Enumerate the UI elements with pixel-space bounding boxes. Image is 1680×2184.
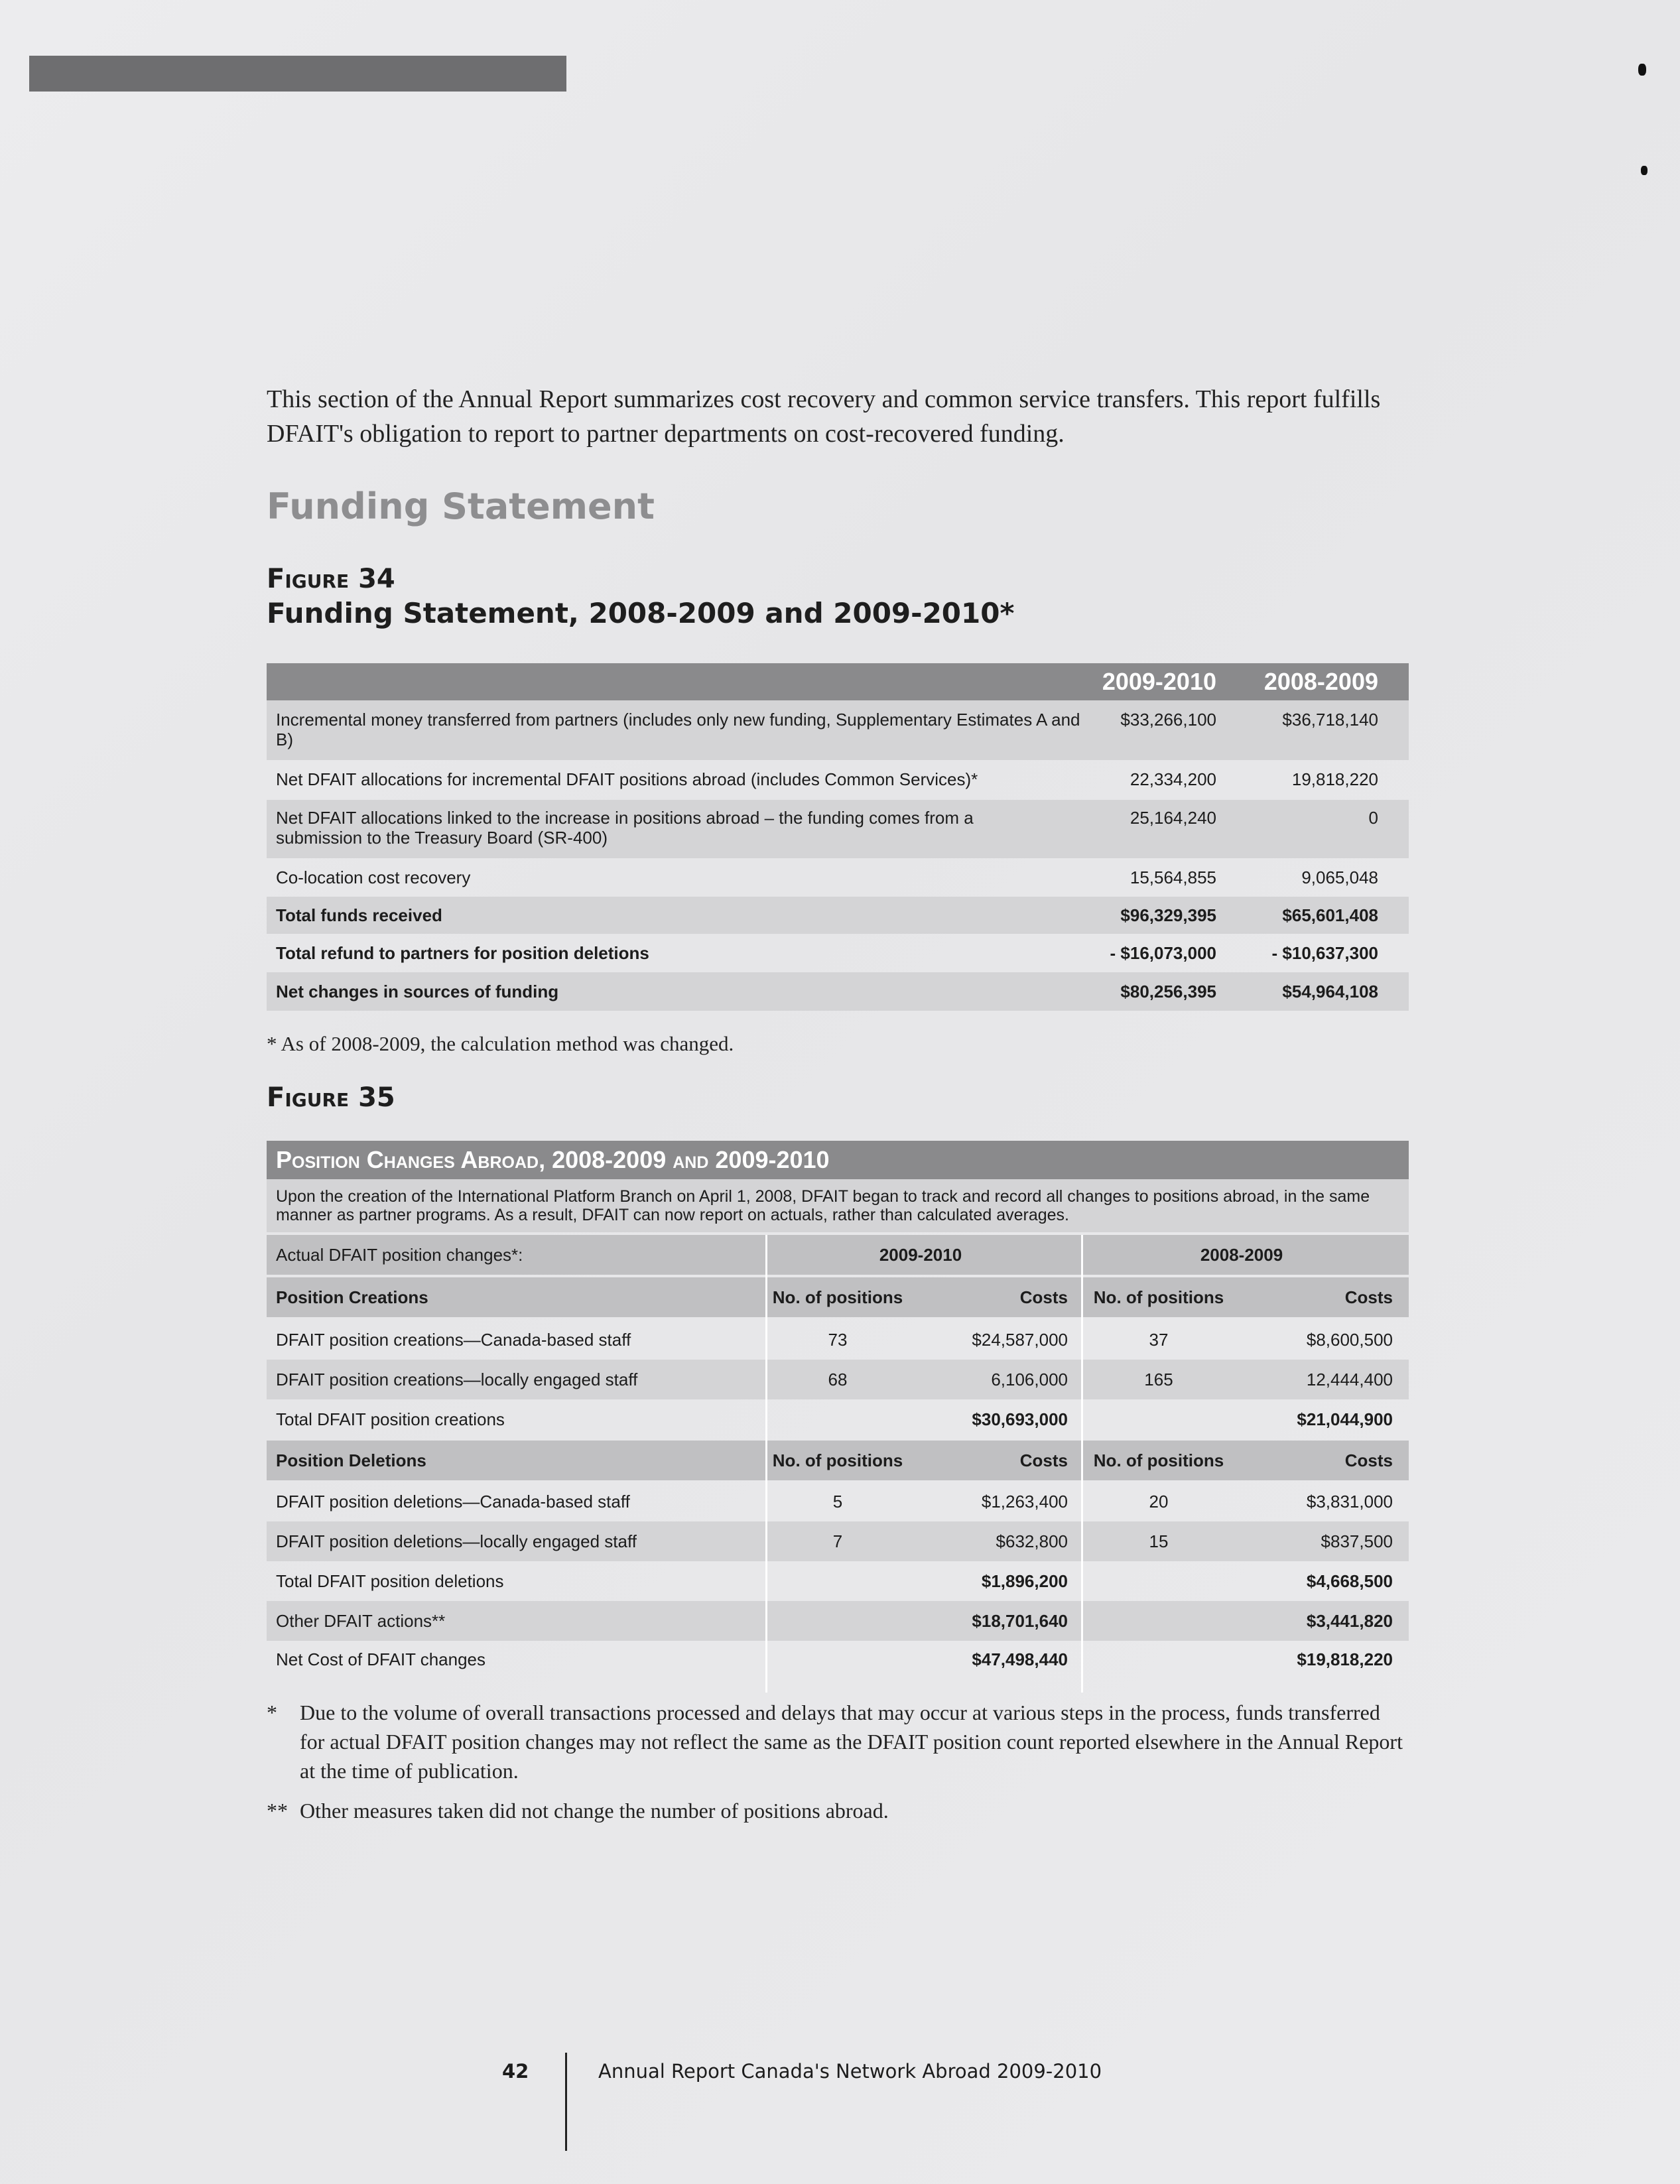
footnote-marker: * — [267, 1701, 277, 1724]
table-row-total — [267, 1561, 1409, 1601]
column-header-costs: Costs — [1019, 1450, 1068, 1470]
figure-34-label: Figure 34 — [267, 564, 395, 594]
figure-35-notes — [267, 1698, 1407, 1836]
costs-2009-2010: $632,800 — [996, 1531, 1068, 1551]
costs-2008-2009: $837,500 — [1321, 1531, 1393, 1551]
row-label: Position Deletions — [276, 1450, 426, 1470]
row-value-2008-2009: 19,818,220 — [1291, 769, 1378, 789]
costs-2009-2010: $18,701,640 — [972, 1611, 1068, 1631]
positions-2008-2009: 15 — [1149, 1531, 1169, 1551]
table-row-total — [267, 972, 1409, 1011]
row-value-2009-2010: - $16,073,000 — [1110, 943, 1216, 963]
column-header-2008-2009: 2008-2009 — [1263, 668, 1378, 695]
row-label: Actual DFAIT position changes*: — [276, 1245, 523, 1265]
costs-2009-2010: $24,587,000 — [972, 1330, 1068, 1350]
row-label: Net changes in sources of funding — [276, 982, 559, 1001]
position-changes-table — [267, 1141, 1409, 1678]
footer-divider — [565, 2053, 567, 2151]
costs-2009-2010: $1,896,200 — [981, 1571, 1068, 1591]
costs-2008-2009: $21,044,900 — [1297, 1409, 1393, 1429]
row-value-2008-2009: - $10,637,300 — [1271, 943, 1378, 963]
footnote-text: Due to the volume of overall transactions processed and delays that may occur at various steps in the process, funds transferred for actual DFAIT position changes may not reflect the same as the DFAIT position count reported elsewhere in the Annual Report at the time of publication. — [300, 1701, 1403, 1783]
row-label: Total DFAIT position deletions — [276, 1571, 504, 1591]
row-label: Total DFAIT position creations — [276, 1409, 505, 1429]
row-label: Net DFAIT allocations linked to the increase in positions abroad – the funding comes from a submission to the Treasury Board (SR-400) — [276, 808, 974, 848]
column-divider — [1081, 1235, 1083, 1693]
punch-mark — [1641, 166, 1648, 175]
costs-2008-2009: $4,668,500 — [1306, 1571, 1393, 1591]
section-header-row — [267, 1441, 1409, 1480]
positions-2008-2009: 37 — [1149, 1330, 1169, 1350]
costs-2009-2010: $1,263,400 — [981, 1492, 1068, 1511]
table-title — [267, 1141, 1409, 1179]
row-label: DFAIT position deletions—Canada-based staff — [276, 1492, 630, 1511]
header-bar — [29, 56, 566, 92]
row-value-2008-2009: 0 — [1368, 808, 1378, 828]
positions-2009-2010: 7 — [832, 1531, 843, 1551]
row-value-2008-2009: 9,065,048 — [1301, 867, 1378, 887]
row-value-2008-2009: $36,718,140 — [1282, 710, 1378, 730]
costs-2009-2010: $30,693,000 — [972, 1409, 1068, 1429]
row-value-2009-2010: 25,164,240 — [1130, 808, 1216, 828]
year-header-row — [267, 1235, 1409, 1275]
table-description: Upon the creation of the International Platform Branch on April 1, 2008, DFAIT began to track and record all changes to positions abroad, in the same manner as partner programs. As a result, DFAIT can now report on actuals, rather than calculated averages. — [267, 1179, 1409, 1232]
row-value-2009-2010: $80,256,395 — [1120, 982, 1216, 1001]
row-label: Incremental money transferred from partners (includes only new funding, Supplementary Estimates A and B) — [276, 710, 1080, 749]
table-title-text: Position Changes Abroad, 2008-2009 and 2009-2010 — [276, 1146, 830, 1173]
figure-34-title: Funding Statement, 2008-2009 and 2009-2010* — [267, 597, 1015, 629]
positions-2009-2010: 5 — [832, 1492, 843, 1511]
row-value-2008-2009: $54,964,108 — [1282, 982, 1378, 1001]
section-header-row — [267, 1277, 1409, 1317]
row-value-2009-2010: 15,564,855 — [1130, 867, 1216, 887]
column-header-positions: No. of positions — [772, 1287, 903, 1307]
column-header-positions: No. of positions — [1093, 1450, 1224, 1470]
column-header-2008-2009: 2008-2009 — [1200, 1245, 1283, 1265]
footer-title: Annual Report Canada's Network Abroad 2009-2010 — [598, 2060, 1102, 2083]
punch-mark — [1638, 64, 1646, 76]
table-row — [267, 700, 1409, 760]
table-row — [267, 1320, 1409, 1360]
section-heading: Funding Statement — [267, 485, 655, 527]
column-header-positions: No. of positions — [772, 1450, 903, 1470]
column-header-costs: Costs — [1019, 1287, 1068, 1307]
costs-2008-2009: 12,444,400 — [1306, 1370, 1393, 1389]
column-header-costs: Costs — [1344, 1287, 1393, 1307]
table-row-total — [267, 897, 1409, 934]
figure-34-footnote: * As of 2008-2009, the calculation method was changed. — [267, 1032, 734, 1055]
positions-2008-2009: 165 — [1144, 1370, 1173, 1389]
column-header-positions: No. of positions — [1093, 1287, 1224, 1307]
row-label: Net Cost of DFAIT changes — [276, 1649, 485, 1669]
row-label: Co-location cost recovery — [276, 867, 471, 887]
column-header-2009-2010: 2009-2010 — [1102, 668, 1216, 695]
table-row-total — [267, 1601, 1409, 1641]
table-row-total — [267, 934, 1409, 972]
costs-2008-2009: $3,441,820 — [1306, 1611, 1393, 1631]
row-label: Other DFAIT actions** — [276, 1611, 446, 1631]
table-header-row — [267, 663, 1409, 700]
column-divider — [765, 1235, 767, 1693]
intro-paragraph: This section of the Annual Report summarizes cost recovery and common service transfers. This report fulfills DFAIT's obligation to report to partner departments on cost-recovered funding. — [267, 385, 1381, 448]
table-row — [267, 858, 1409, 897]
costs-2008-2009: $19,818,220 — [1297, 1649, 1393, 1669]
row-value-2008-2009: $65,601,408 — [1282, 905, 1378, 925]
row-label: Position Creations — [276, 1287, 428, 1307]
column-header-costs: Costs — [1344, 1450, 1393, 1470]
page-number: 42 — [502, 2060, 529, 2083]
row-label: DFAIT position creations—locally engaged staff — [276, 1370, 638, 1389]
column-header-2009-2010: 2009-2010 — [879, 1245, 962, 1265]
row-label: DFAIT position deletions—locally engaged staff — [276, 1531, 637, 1551]
costs-2009-2010: $47,498,440 — [972, 1649, 1068, 1669]
footnote-text: Other measures taken did not change the number of positions abroad. — [300, 1799, 889, 1823]
positions-2008-2009: 20 — [1149, 1492, 1169, 1511]
table-row — [267, 1482, 1409, 1521]
footnote — [267, 1796, 1407, 1825]
row-label: Net DFAIT allocations for incremental DFAIT positions abroad (includes Common Services)* — [276, 769, 978, 789]
costs-2008-2009: $3,831,000 — [1306, 1492, 1393, 1511]
table-row — [267, 760, 1409, 800]
table-row — [267, 1360, 1409, 1399]
page-footer — [0, 2060, 1680, 2087]
costs-2008-2009: $8,600,500 — [1306, 1330, 1393, 1350]
table-row — [267, 800, 1409, 858]
footnote-marker: ** — [267, 1799, 288, 1823]
positions-2009-2010: 73 — [828, 1330, 848, 1350]
footnote — [267, 1698, 1407, 1785]
figure-35-label: Figure 35 — [267, 1082, 395, 1113]
row-value-2009-2010: $96,329,395 — [1120, 905, 1216, 925]
row-label: Total refund to partners for position deletions — [276, 943, 649, 963]
table-row-total — [267, 1639, 1409, 1679]
row-value-2009-2010: 22,334,200 — [1130, 769, 1216, 789]
positions-2009-2010: 68 — [828, 1370, 848, 1389]
table-row — [267, 1521, 1409, 1561]
table-row-total — [267, 1399, 1409, 1439]
row-value-2009-2010: $33,266,100 — [1120, 710, 1216, 730]
costs-2009-2010: 6,106,000 — [991, 1370, 1068, 1389]
row-label: Total funds received — [276, 905, 442, 925]
row-label: DFAIT position creations—Canada-based staff — [276, 1330, 631, 1350]
